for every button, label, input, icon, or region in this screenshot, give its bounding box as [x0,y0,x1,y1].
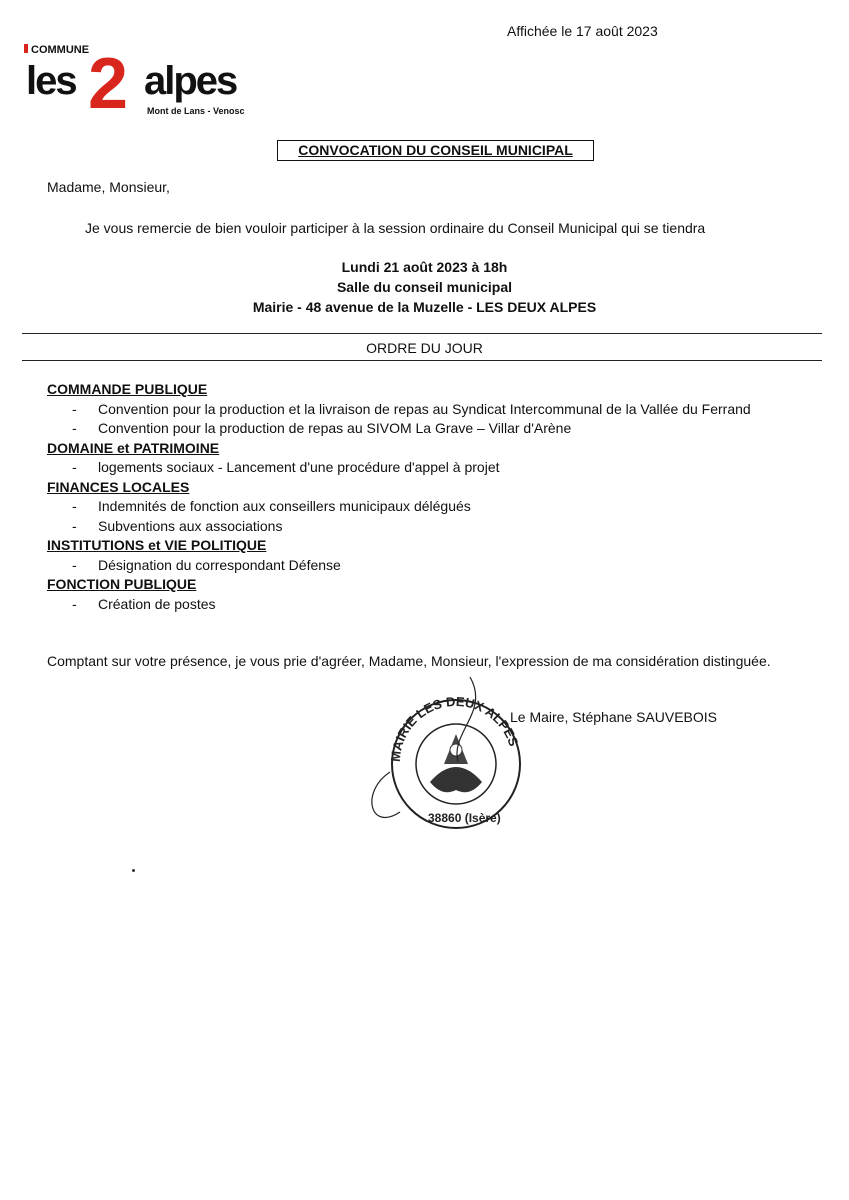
commune-logo [20,40,270,120]
agenda-item-text: Convention pour la production de repas au SIVOM La Grave – Villar d'Arène [98,420,572,436]
agenda-item [47,497,807,517]
list-dash: - [72,595,77,612]
agenda-section-heading: INSTITUTIONS et VIE POLITIQUE [47,537,267,553]
agenda-item [47,517,807,537]
agenda-item-text: Indemnités de fonction aux conseillers municipaux délégués [98,498,471,514]
list-dash: - [72,517,77,534]
agenda-item [47,400,807,420]
document-title: CONVOCATION DU CONSEIL MUNICIPAL [277,140,594,161]
agenda-item [47,458,807,478]
svg-text:les: les [26,59,76,103]
list-dash: - [72,556,77,573]
svg-text:MAIRIE LES DEUX ALPES: MAIRIE LES DEUX ALPES [387,693,522,763]
list-dash: - [72,498,77,514]
svg-text:COMMUNE: COMMUNE [31,44,90,56]
meeting-date: Lundi 21 août 2023 à 18h [341,259,508,275]
agenda-item-text: Convention pour la production et la livraison de repas au Syndicat Intercommunal de la Vallée du Ferrand [98,400,751,417]
agenda-item [47,595,807,615]
agenda-section-heading: COMMANDE PUBLIQUE [47,381,208,397]
divider-bottom [22,360,822,361]
agenda-list [47,380,807,614]
agenda-section-heading: FONCTION PUBLIQUE [47,576,197,592]
agenda-item-text: Subventions aux associations [98,517,283,534]
intro-paragraph: Je vous remercie de bien vouloir participer à la session ordinaire du Conseil Municipal qui se tiendra [85,220,706,236]
posted-date: Affichée le 17 août 2023 [507,23,658,39]
list-dash: - [72,459,77,475]
svg-text:2: 2 [88,44,129,120]
meeting-address: Mairie - 48 avenue de la Muzelle - LES DEUX ALPES [252,299,597,315]
agenda-item-text: logements sociaux - Lancement d'une procédure d'appel à projet [98,459,500,475]
agenda-item-text: Désignation du correspondant Défense [98,556,341,573]
list-dash: - [72,400,77,417]
agenda-item-text: Création de postes [98,595,216,612]
salutation: Madame, Monsieur, [47,179,170,195]
svg-text:Mont de Lans - Venosc: Mont de Lans - Venosc [147,106,245,116]
meeting-room: Salle du conseil municipal [336,279,513,295]
agenda-item [47,556,807,576]
closing-paragraph: Comptant sur votre présence, je vous prie d'agréer, Madame, Monsieur, l'expression de ma considération distinguée. [47,653,771,669]
divider-top [22,333,822,334]
mairie-stamp [360,672,550,842]
signature-line: Le Maire, Stéphane SAUVEBOIS [510,709,717,725]
list-dash: - [72,420,77,436]
stray-mark [132,869,135,872]
agenda-section-heading: DOMAINE et PATRIMOINE [47,439,220,456]
agenda-item [47,419,807,439]
svg-text:38860 (Isère): 38860 (Isère) [428,811,501,825]
svg-text:alpes: alpes [144,59,237,103]
agenda-section-heading: FINANCES LOCALES [47,478,190,495]
agenda-title: ORDRE DU JOUR [366,340,483,356]
